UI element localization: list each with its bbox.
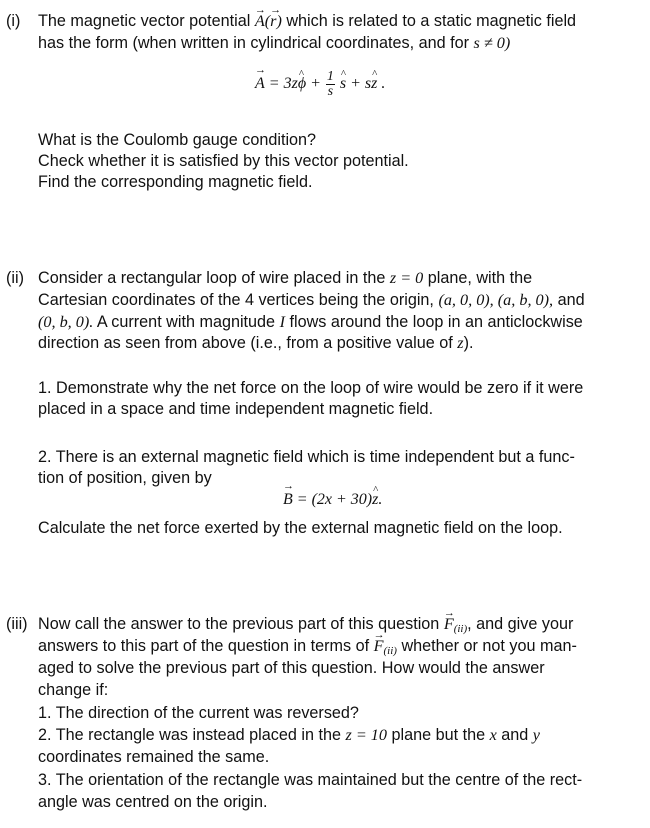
subquestion-1-line2: placed in a space and time independent magnetic field. <box>38 400 434 418</box>
question-check-gauge: Check whether it is satisfied by this vector potential. <box>38 152 409 170</box>
part-i-line2: has the form (when written in cylindrical coordinates, and for s ≠ 0) <box>38 34 511 52</box>
subquestion-1-line1: 1. Demonstrate why the net force on the loop of wire would be zero if it were <box>38 379 584 397</box>
item-3-line2: angle was centred on the origin. <box>38 793 268 811</box>
question-find-field: Find the corresponding magnetic field. <box>38 173 313 191</box>
part-iii-line1: Now call the answer to the previous part of this question → $F_{(ii)}$, and give your <box>38 614 573 639</box>
part-ii-label: (ii) <box>6 269 24 287</box>
subquestion-2-line2: tion of position, given by <box>38 469 212 487</box>
force-symbol-2: → $F_{(ii)}$ <box>374 637 397 655</box>
item-3-line1: 3. The orientation of the rectangle was maintained but the centre of the rect- <box>38 771 583 789</box>
subquestion-2-line3: Calculate the net force exerted by the external magnetic field on the loop. <box>38 519 563 537</box>
part-ii-line2: Cartesian coordinates of the 4 vertices being the origin, (a, 0, 0), (a, b, 0), and <box>38 291 585 309</box>
vector-potential-equation: → A = 3z^ ϕ + $\frac{1}{s}$ ^ s + s^ z . <box>255 70 385 99</box>
part-iii-line3: aged to solve the previous part of this question. How would the answer <box>38 659 545 677</box>
magnetic-field-equation: → B = (2x + 30)^ z. <box>283 491 382 509</box>
item-2-line1: 2. The rectangle was instead placed in the z = 10 plane but the x and y <box>38 726 540 744</box>
part-iii-line2: answers to this part of the question in terms of → $F_{(ii)}$ whether or not you man- <box>38 636 577 661</box>
force-symbol: → $F_{(ii)}$ <box>444 615 467 633</box>
vector-potential-symbol: → A(→ r) <box>255 12 282 30</box>
question-coulomb-gauge: What is the Coulomb gauge condition? <box>38 131 317 149</box>
item-1: 1. The direction of the current was reversed? <box>38 704 359 722</box>
subquestion-2-line1: 2. There is an external magnetic field which is time independent but a func- <box>38 448 575 466</box>
part-iii-line4: change if: <box>38 681 109 699</box>
part-i-line1: The magnetic vector potential → A(→ r) which is related to a static magnetic field <box>38 11 576 31</box>
part-ii-line3: (0, b, 0). A current with magnitude I flows around the loop in an anticlockwise <box>38 313 583 331</box>
part-ii-line4: direction as seen from above (i.e., from a positive value of z). <box>38 334 474 352</box>
part-iii-label: (iii) <box>6 615 28 633</box>
part-ii-line1: Consider a rectangular loop of wire placed in the z = 0 plane, with the <box>38 269 533 287</box>
item-2-line2: coordinates remained the same. <box>38 748 270 766</box>
part-i-label: (i) <box>6 12 21 30</box>
